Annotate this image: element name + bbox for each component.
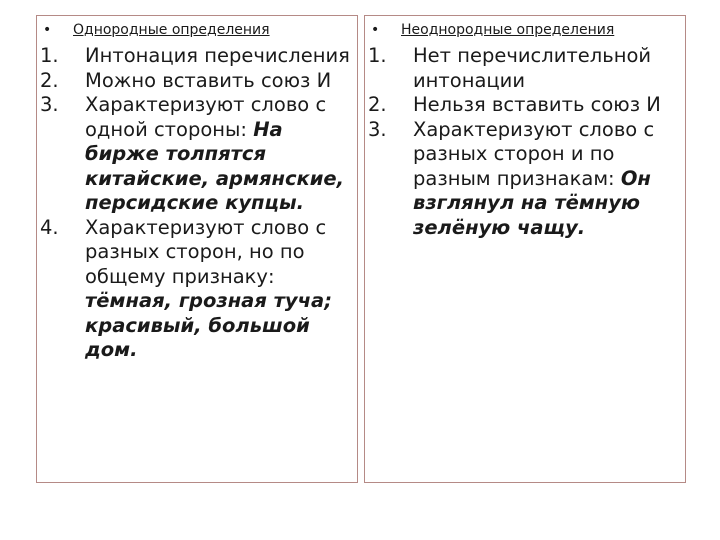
list-item	[368, 44, 683, 93]
points-list	[40, 44, 355, 363]
list-item	[40, 44, 355, 69]
item-description: Характеризуют слово с одной стороны:	[85, 93, 327, 141]
list-item	[40, 216, 355, 363]
item-text	[413, 44, 683, 93]
item-number: 1.	[40, 44, 59, 67]
points-list	[368, 44, 683, 240]
heading-text: Неоднородные определения	[401, 22, 615, 38]
bullet-icon: •	[43, 22, 52, 38]
item-text	[85, 216, 355, 363]
heading-text: Однородные определения	[73, 22, 270, 38]
homogeneous-column	[36, 15, 358, 483]
item-description: Нельзя вставить союз И	[413, 93, 661, 116]
item-number: 4.	[40, 215, 59, 239]
item-number: 3.	[40, 93, 59, 116]
item-description: Характеризуют слово с разных сторон и по разным признакам:	[413, 117, 655, 190]
list-item	[40, 69, 355, 94]
item-number: 3.	[368, 117, 387, 141]
item-example: На бирже толпятся китайские, армянские, персидские купцы.	[85, 117, 345, 214]
item-number: 2.	[368, 93, 387, 116]
list-item	[368, 93, 683, 118]
item-example: Он взглянул на тёмную зелёную чащу.	[413, 166, 651, 239]
list-item	[368, 118, 683, 241]
item-text	[85, 93, 355, 216]
item-text	[413, 118, 683, 241]
item-description: Можно вставить союз И	[85, 68, 332, 92]
column-heading	[371, 20, 681, 40]
column-heading	[43, 20, 353, 40]
item-text	[413, 93, 683, 118]
item-number: 2.	[40, 68, 59, 92]
item-description: Интонация перечисления	[85, 44, 350, 67]
item-text	[85, 44, 355, 69]
heterogeneous-column	[364, 15, 686, 483]
item-description: Характеризуют слово с разных сторон, но по общему признаку:	[85, 215, 327, 288]
bullet-icon: •	[371, 22, 380, 38]
item-number: 1.	[368, 44, 387, 67]
item-text	[85, 69, 355, 94]
item-description: Нет перечислительной интонации	[413, 44, 652, 92]
item-example: тёмная, грозная туча; красивый, большой дом.	[85, 289, 332, 361]
list-item	[40, 93, 355, 216]
